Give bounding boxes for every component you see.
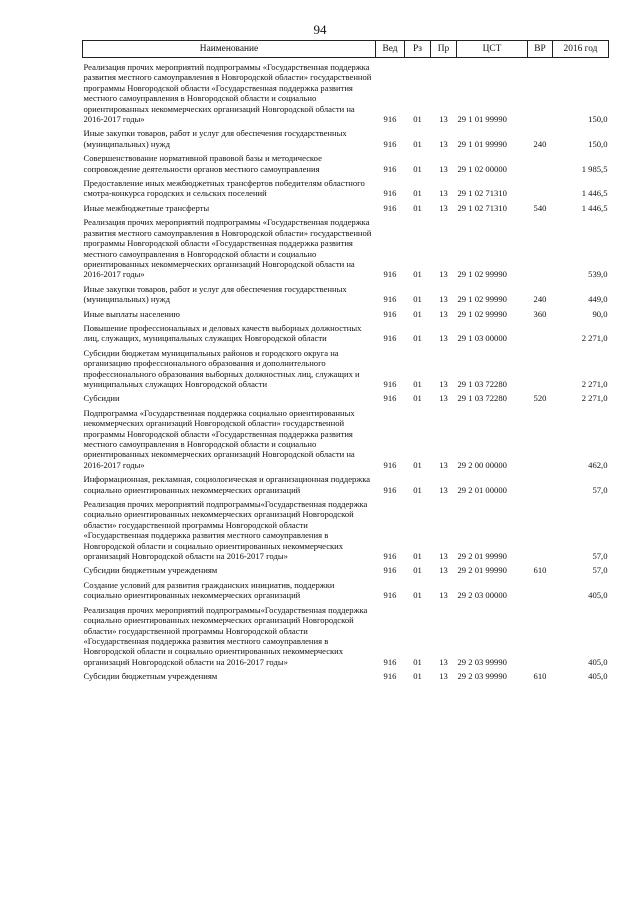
row-amount: 1 985,5 — [581, 163, 608, 174]
row-rz: 01 — [413, 656, 422, 667]
row-pr: 13 — [439, 269, 448, 280]
row-ved: 916 — [383, 202, 397, 213]
row-cst: 29 1 03 72280 — [457, 378, 507, 389]
table-row — [83, 319, 609, 344]
row-pr: 13 — [439, 378, 448, 389]
row-ved: 916 — [383, 138, 397, 149]
table-row — [83, 404, 609, 470]
row-name: Субсидии — [83, 393, 120, 404]
row-pr: 13 — [439, 188, 448, 199]
row-rz: 01 — [413, 333, 422, 344]
row-cst: 29 1 01 99990 — [457, 138, 507, 149]
row-ved: 916 — [383, 269, 397, 280]
table-row — [83, 495, 609, 561]
row-pr: 13 — [439, 333, 448, 344]
row-cst: 29 2 00 00000 — [457, 459, 507, 470]
row-vr: 360 — [533, 308, 547, 319]
row-name: Реализация прочих мероприятий подпрограммы«Государственная поддержка социально ориентированных некоммерческих организаций Новгородской области» государственной программы Новгородской области «Государственная поддержка развития местного самоуправления в Новгородской области и социально ориентированных некоммерческих организаций Новгородской области на 2016-2017 годы» — [83, 499, 368, 562]
row-vr — [528, 174, 553, 199]
row-vr: 240 — [533, 138, 547, 149]
row-cst: 29 2 01 99990 — [457, 551, 507, 562]
row-pr: 13 — [439, 551, 448, 562]
row-cst: 29 1 03 72280 — [457, 393, 507, 404]
table-row — [83, 280, 609, 305]
row-amount: 57,0 — [592, 565, 608, 576]
row-cst: 29 2 03 00000 — [457, 590, 507, 601]
row-rz: 01 — [413, 163, 422, 174]
row-ved: 916 — [383, 656, 397, 667]
row-name: Предоставление иных межбюджетных трансфертов победителям областного смотра-конкурса городских и сельских поселений — [83, 178, 365, 199]
header-ved: Вед — [376, 41, 405, 58]
row-amount: 2 271,0 — [581, 393, 608, 404]
row-rz: 01 — [413, 269, 422, 280]
row-name: Субсидии бюджетным учреждениям — [83, 671, 218, 682]
budget-table — [82, 40, 609, 682]
table-row — [83, 389, 609, 403]
row-cst: 29 1 01 99990 — [457, 114, 507, 125]
row-pr: 13 — [439, 393, 448, 404]
row-ved: 916 — [383, 333, 397, 344]
table-row — [83, 470, 609, 495]
row-ved: 916 — [383, 484, 397, 495]
row-ved: 916 — [383, 378, 397, 389]
table-row — [83, 213, 609, 279]
row-cst: 29 2 03 99990 — [457, 671, 507, 682]
row-name: Подпрограмма «Государственная поддержка социально ориентированных некоммерческих организаций Новгородской области» государственной программы Новгородской области «Государственная поддержка развития местного самоуправления в Новгородской области и социально ориентированных некоммерческих организаций Новгородской области на 2016-2017 годы» — [83, 407, 355, 470]
row-name: Создание условий для развития гражданских инициатив, поддержки социально ориентированных некоммерческих организаций — [83, 579, 335, 601]
header-cst: ЦСТ — [457, 41, 528, 58]
row-pr: 13 — [439, 590, 448, 601]
row-cst: 29 1 02 71310 — [457, 202, 507, 213]
row-vr — [528, 601, 553, 667]
row-amount: 90,0 — [592, 308, 608, 319]
header-vr: ВР — [528, 41, 553, 58]
row-pr: 13 — [439, 163, 448, 174]
row-amount: 405,0 — [588, 590, 608, 601]
row-vr — [528, 404, 553, 470]
row-cst: 29 1 02 99990 — [457, 294, 507, 305]
row-rz: 01 — [413, 565, 422, 576]
row-pr: 13 — [439, 671, 448, 682]
row-rz: 01 — [413, 671, 422, 682]
row-amount: 449,0 — [588, 294, 608, 305]
header-name: Наименование — [83, 41, 376, 58]
table-header-row — [83, 41, 609, 58]
row-pr: 13 — [439, 484, 448, 495]
table-row — [83, 576, 609, 601]
row-name: Повышение профессиональных и деловых качеств выборных должностных лиц, служащих, муниципальных служащих Новгородской области — [83, 322, 362, 344]
header-year: 2016 год — [553, 41, 609, 58]
row-vr — [528, 470, 553, 495]
row-vr: 610 — [533, 671, 547, 682]
row-rz: 01 — [413, 459, 422, 470]
row-rz: 01 — [413, 188, 422, 199]
table-row — [83, 199, 609, 213]
row-vr — [528, 576, 553, 601]
row-cst: 29 1 03 00000 — [457, 333, 507, 344]
table-row — [83, 561, 609, 575]
row-vr — [528, 495, 553, 561]
row-ved: 916 — [383, 590, 397, 601]
row-cst: 29 2 01 99990 — [457, 565, 507, 576]
row-vr — [528, 149, 553, 174]
row-name: Иные межбюджетные трансферты — [83, 202, 210, 213]
table-row — [83, 305, 609, 319]
row-ved: 916 — [383, 163, 397, 174]
row-vr: 520 — [533, 393, 547, 404]
row-amount: 150,0 — [588, 114, 608, 125]
row-rz: 01 — [413, 590, 422, 601]
row-cst: 29 2 01 00000 — [457, 484, 507, 495]
table-row — [83, 149, 609, 174]
row-rz: 01 — [413, 484, 422, 495]
row-amount: 1 446,5 — [581, 188, 608, 199]
row-rz: 01 — [413, 294, 422, 305]
row-pr: 13 — [439, 138, 448, 149]
row-vr — [528, 344, 553, 390]
row-rz: 01 — [413, 378, 422, 389]
row-cst: 29 2 03 99990 — [457, 656, 507, 667]
row-amount: 539,0 — [588, 269, 608, 280]
row-ved: 916 — [383, 565, 397, 576]
row-amount: 1 446,5 — [581, 202, 608, 213]
row-vr: 240 — [533, 294, 547, 305]
row-pr: 13 — [439, 565, 448, 576]
row-pr: 13 — [439, 656, 448, 667]
row-rz: 01 — [413, 202, 422, 213]
row-cst: 29 1 02 00000 — [457, 163, 507, 174]
table-row — [83, 58, 609, 125]
row-pr: 13 — [439, 114, 448, 125]
row-amount: 150,0 — [588, 138, 608, 149]
row-ved: 916 — [383, 551, 397, 562]
row-vr — [528, 213, 553, 279]
row-vr — [528, 319, 553, 344]
row-amount: 2 271,0 — [581, 378, 608, 389]
table-row — [83, 344, 609, 390]
row-name: Совершенствование нормативной правовой базы и методическое сопровождение деятельности органов местного самоуправления — [83, 153, 322, 174]
row-amount: 405,0 — [588, 656, 608, 667]
row-name: Субсидии бюджетам муниципальных районов и городского округа на организацию профессионального образования и дополнительного профессионального образования выборных должностных лиц, служащих и муниципальных служащих Новгородской области — [83, 347, 360, 389]
row-name: Иные закупки товаров, работ и услуг для обеспечения государственных (муниципальных) нужд — [83, 283, 347, 305]
table-row — [83, 601, 609, 667]
row-vr — [528, 58, 553, 125]
row-amount: 462,0 — [588, 459, 608, 470]
row-pr: 13 — [439, 294, 448, 305]
row-pr: 13 — [439, 202, 448, 213]
row-name: Иные закупки товаров, работ и услуг для обеспечения государственных (муниципальных) нужд — [83, 128, 347, 149]
row-ved: 916 — [383, 188, 397, 199]
row-vr: 540 — [533, 202, 547, 213]
row-cst: 29 1 02 71310 — [457, 188, 507, 199]
row-rz: 01 — [413, 114, 422, 125]
row-ved: 916 — [383, 308, 397, 319]
row-name: Информационная, рекламная, социологическая и организационная поддержка социально ориентированных некоммерческих организаций — [83, 474, 371, 495]
row-vr: 610 — [533, 565, 547, 576]
row-amount: 57,0 — [592, 551, 608, 562]
table-row — [83, 174, 609, 199]
row-name: Субсидии бюджетным учреждениям — [83, 565, 218, 576]
row-name: Реализация прочих мероприятий подпрограммы «Государственная поддержка развития местного самоуправления в Новгородской области» государственной программы Новгородской области «Государственная поддержка развития местного самоуправления в Новгородской области и социально ориентированных некоммерческих организаций Новгородской области на 2016-2017 годы» — [83, 62, 372, 125]
row-rz: 01 — [413, 551, 422, 562]
row-ved: 916 — [383, 671, 397, 682]
row-rz: 01 — [413, 138, 422, 149]
row-ved: 916 — [383, 459, 397, 470]
table-row — [83, 667, 609, 681]
row-ved: 916 — [383, 393, 397, 404]
page-number: 94 — [313, 22, 327, 37]
row-amount: 405,0 — [588, 671, 608, 682]
row-ved: 916 — [383, 114, 397, 125]
row-name: Иные выплаты населению — [83, 308, 180, 319]
row-name: Реализация прочих мероприятий подпрограммы«Государственная поддержка социально ориентированных некоммерческих организаций Новгородской области» государственной программы Новгородской области «Государственная поддержка развития местного самоуправления в Новгородской области и социально ориентированных некоммерческих организаций Новгородской области на 2016-2017 годы» — [83, 604, 368, 667]
row-cst: 29 1 02 99990 — [457, 269, 507, 280]
row-rz: 01 — [413, 393, 422, 404]
row-rz: 01 — [413, 308, 422, 319]
header-pr: Пр — [431, 41, 457, 58]
row-amount: 57,0 — [592, 484, 608, 495]
row-cst: 29 1 02 99990 — [457, 308, 507, 319]
row-ved: 916 — [383, 294, 397, 305]
row-name: Реализация прочих мероприятий подпрограммы «Государственная поддержка развития местного самоуправления в Новгородской области» государственной программы Новгородской области «Государственная поддержка развития местного самоуправления в Новгородской области и социально ориентированных некоммерческих организаций Новгородской области на 2016-2017 годы» — [83, 217, 372, 280]
row-pr: 13 — [439, 459, 448, 470]
row-amount: 2 271,0 — [581, 333, 608, 344]
row-pr: 13 — [439, 308, 448, 319]
table-row — [83, 124, 609, 149]
header-rz: Рз — [405, 41, 431, 58]
